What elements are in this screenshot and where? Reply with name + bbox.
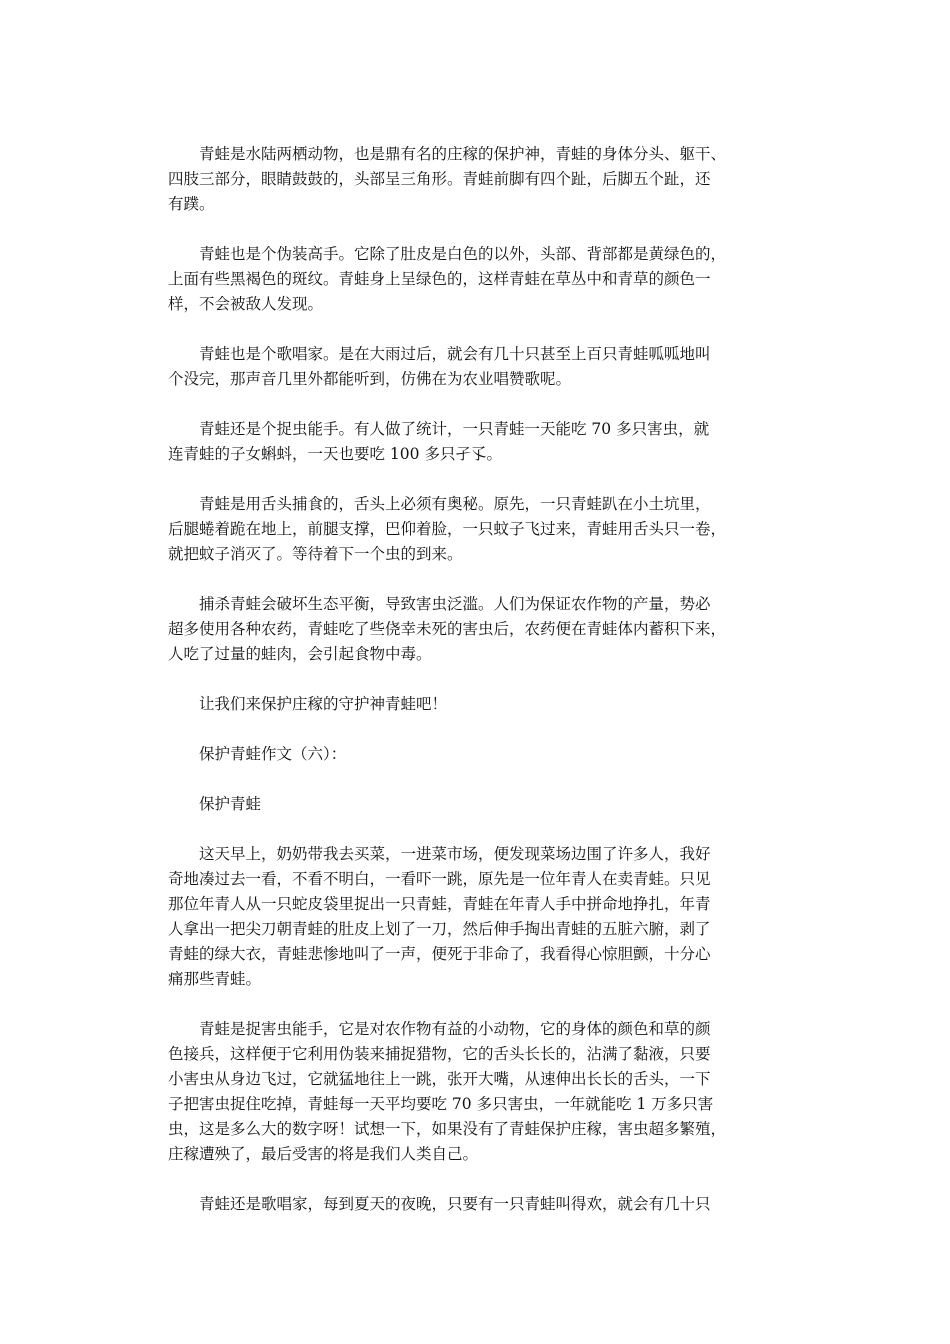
text-line: 那位年青人从一只蛇皮袋里捉出一只青蛙，青蛙在年青人手中拼命地挣扎，年青 <box>168 895 711 913</box>
text-line: 色接兵，这样便于它利用伪装来捕捉猎物，它的舌头长长的，沾满了黏液，只要 <box>168 1045 711 1063</box>
text-line: 捕杀青蛙会破坏生态平衡，导致害虫泛滥。人们为保证农作物的产量，势必 <box>199 595 711 613</box>
paragraph <box>168 342 788 392</box>
text-line: 四肢三部分，眼睛鼓鼓的，头部呈三角形。青蛙前脚有四个趾，后脚五个趾，还 <box>168 170 711 188</box>
paragraph <box>168 417 788 467</box>
paragraph <box>168 142 788 217</box>
text-line: 痛那些青蛙。 <box>168 970 262 988</box>
text-line: 青蛙是捉害虫能手，它是对农作物有益的小动物，它的身体的颜色和草的颜 <box>199 1020 711 1038</box>
paragraph <box>168 1192 788 1217</box>
text-line: 上面有些黑褐色的斑纹。青蛙身上呈绿色的，这样青蛙在草丛中和青草的颜色一 <box>168 270 711 288</box>
text-line: 子把害虫捉住吃掉，青蛙每一天平均要吃 70 多只害虫，一年就能吃 1 万多只害 <box>168 1095 714 1113</box>
text-line: 就把蚊子消灭了。等待着下一个虫的到来。 <box>168 545 463 563</box>
text-line: 小害虫从身边飞过，它就猛地往上一跳，张开大嘴，从速伸出长长的舌头，一下 <box>168 1070 711 1088</box>
text-line: 庄稼遭殃了，最后受害的将是我们人类自己。 <box>168 1145 479 1163</box>
paragraph <box>168 592 788 667</box>
text-line: 有蹼。 <box>168 195 215 213</box>
paragraph <box>168 1017 788 1167</box>
text-line: 虫，这是多么大的数字呀！试想一下，如果没有了青蛙保护庄稼，害虫超多繁殖， <box>168 1120 727 1138</box>
text-line: 连青蛙的子女蝌蚪，一天也要吃 100 多只孑孓。 <box>168 445 502 463</box>
text-line: 保护青蛙作文（六）： <box>199 745 347 763</box>
section-heading <box>168 742 788 767</box>
text-line: 人拿出一把尖刀朝青蛙的肚皮上划了一刀，然后伸手掏出青蛙的五脏六腑，剥了 <box>168 920 711 938</box>
text-line: 青蛙还是歌唱家，每到夏天的夜晚，只要有一只青蛙叫得欢，就会有几十只 <box>199 1195 711 1213</box>
text-line: 保护青蛙 <box>199 795 262 813</box>
document-page <box>168 142 788 1242</box>
closing-line <box>168 692 788 717</box>
text-line: 超多使用各种农药，青蛙吃了些侥幸未死的害虫后，农药便在青蛙体内蓄积下来， <box>168 620 727 638</box>
text-line: 人吃了过量的蛙肉，会引起食物中毒。 <box>168 645 432 663</box>
text-line: 青蛙也是个歌唱家。是在大雨过后，就会有几十只甚至上百只青蛙呱呱地叫 <box>199 345 711 363</box>
text-line: 这天早上，奶奶带我去买菜，一进菜市场，便发现菜场边围了许多人，我好 <box>199 845 711 863</box>
text-line: 青蛙也是个伪装高手。它除了肚皮是白色的以外，头部、背部都是黄绿色的， <box>199 245 727 263</box>
text-line: 青蛙的绿大衣，青蛙悲惨地叫了一声，便死于非命了，我看得心惊胆颤，十分心 <box>168 945 711 963</box>
paragraph <box>168 492 788 567</box>
text-line: 青蛙是水陆两栖动物，也是鼎有名的庄稼的保护神，青蛙的身体分头、躯干、 <box>199 145 727 163</box>
text-line: 奇地凑过去一看，不看不明白，一看吓一跳，原先是一位年青人在卖青蛙。只见 <box>168 870 711 888</box>
paragraph <box>168 242 788 317</box>
text-line: 样，不会被敌人发现。 <box>168 295 324 313</box>
text-line: 青蛙是用舌头捕食的，舌头上必须有奥秘。原先，一只青蛙趴在小土坑里， <box>199 495 711 513</box>
paragraph <box>168 842 788 992</box>
text-line: 后腿蜷着跪在地上，前腿支撑，巴仰着脸，一只蚊子飞过来，青蛙用舌头只一卷， <box>168 520 727 538</box>
text-line: 青蛙还是个捉虫能手。有人做了统计，一只青蛙一天能吃 70 多只害虫，就 <box>199 420 710 438</box>
text-line: 让我们来保护庄稼的守护神青蛙吧！ <box>199 695 448 713</box>
text-line: 个没完，那声音几里外都能听到，仿佛在为农业唱赞歌呢。 <box>168 370 572 388</box>
essay-title <box>168 792 788 817</box>
